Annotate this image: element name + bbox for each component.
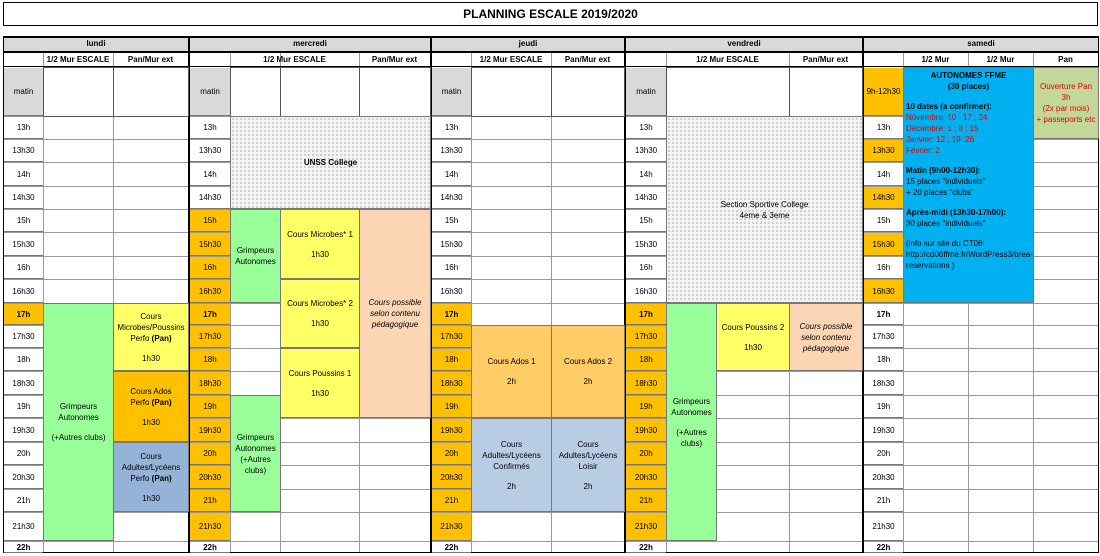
block-text: Perfo <box>130 473 150 483</box>
time-cell: 18h30 <box>626 372 666 395</box>
block-text: Cours Ados 1 <box>487 357 536 366</box>
morning-empty-cell <box>280 67 360 117</box>
block-text: Cours possible <box>368 298 422 307</box>
day-header-samedi: samedi <box>863 37 1099 52</box>
block-line <box>140 311 161 322</box>
block-text: (+Autres <box>676 427 707 437</box>
block-line <box>482 450 540 461</box>
time-cell: 20h <box>626 443 666 465</box>
block-text: 1h30 <box>311 319 329 328</box>
time-cell: 22h <box>432 542 471 553</box>
ffme-line: (30 places) <box>947 82 990 91</box>
time-cell: 21h <box>432 490 471 512</box>
block-text: 2h <box>583 481 593 491</box>
time-cell: 22h <box>626 542 666 553</box>
time-cell: 21h30 <box>190 513 230 541</box>
block-line <box>311 388 329 399</box>
block-line <box>58 412 98 423</box>
time-cell: 17h <box>864 304 903 325</box>
ffme-line: reservations ) <box>906 261 955 270</box>
block-jeudi-ados-1 <box>471 325 552 418</box>
time-cell: 14h30 <box>864 187 903 209</box>
block-jeudi-adultes-confirmes <box>471 418 552 512</box>
block-mercredi-poussins-1 <box>280 348 360 418</box>
time-cell: 19h30 <box>432 419 471 442</box>
time-cell: 19h <box>4 396 43 418</box>
time-cell: 21h30 <box>626 513 666 541</box>
block-samedi-pan <box>1033 67 1099 139</box>
time-cell: 18h30 <box>190 372 230 395</box>
time-cell: matin <box>432 68 471 116</box>
block-text: pédagogique <box>371 320 419 329</box>
block-text: + passeports etc <box>1036 115 1096 124</box>
ffme-line: 30 places "individuels" <box>906 219 986 228</box>
block-line <box>370 308 420 319</box>
day-header-lundi: lundi <box>3 37 189 52</box>
block-line <box>801 332 851 343</box>
block-text: Cours Ados 2 <box>563 357 613 366</box>
time-cell: 14h30 <box>626 187 666 209</box>
block-text: Grimpeurs <box>236 432 275 442</box>
time-cell: 19h30 <box>190 419 230 442</box>
block-line <box>559 450 617 461</box>
time-cell: 14h <box>626 163 666 186</box>
time-cell: 13h <box>4 117 43 139</box>
block-line <box>722 322 785 333</box>
time-cell: 21h30 <box>432 513 471 541</box>
block-mercredi-grimpeurs-2 <box>230 395 281 512</box>
time-cell: 18h30 <box>4 372 43 395</box>
block-text: (Pan) <box>151 333 172 343</box>
time-cell: 17h30 <box>4 326 43 348</box>
block-line <box>803 343 849 354</box>
block-line <box>142 493 160 504</box>
subheader-mercredi-pan_mur_ext: Pan/Mur ext <box>371 55 418 64</box>
block-line <box>240 454 270 465</box>
time-cell: 13h30 <box>432 140 471 162</box>
time-cell: 18h <box>864 349 903 371</box>
morning-empty-cell <box>113 67 189 117</box>
time-cell: matin <box>4 68 43 116</box>
block-text: Autonomes <box>235 443 276 453</box>
block-text: Adultes/Lycéens <box>482 450 541 460</box>
block-line <box>564 356 612 367</box>
block-line <box>671 407 711 418</box>
block-text: (Pan) <box>151 473 172 483</box>
block-text: (2x par mois) <box>1042 104 1090 113</box>
subheader-samedi-pan: Pan <box>1058 55 1073 64</box>
time-cell: 14h <box>190 163 230 186</box>
block-text: UNSS College <box>303 158 358 167</box>
time-cell: 20h30 <box>4 466 43 489</box>
time-cell: 16h <box>190 257 230 279</box>
block-line <box>130 473 171 484</box>
morning-empty-cell <box>551 67 625 117</box>
time-cell: 9h-12h30 <box>864 68 903 116</box>
block-text: Autonomes <box>671 407 712 417</box>
time-cell: 15h <box>864 210 903 232</box>
block-line <box>235 443 275 454</box>
time-cell: 20h <box>4 443 43 465</box>
block-line <box>1040 81 1092 92</box>
time-cell: 17h30 <box>626 326 666 348</box>
block-text: 2h <box>583 377 593 386</box>
time-cell: 16h <box>432 257 471 279</box>
time-cell: 21h <box>626 490 666 512</box>
time-cell: 22h <box>4 542 43 553</box>
time-cell: 19h <box>864 396 903 418</box>
time-cell: 18h <box>190 349 230 371</box>
block-line <box>130 386 171 397</box>
time-cell: 18h <box>626 349 666 371</box>
block-line <box>311 249 329 260</box>
ffme-line: Février: 2 <box>906 146 940 155</box>
block-line <box>673 396 710 407</box>
block-line <box>1043 103 1090 114</box>
block-text: pédagogique <box>802 343 850 353</box>
block-line <box>507 481 516 492</box>
block-vendredi-possible <box>789 303 863 371</box>
time-cell: 21h <box>864 490 903 512</box>
block-text: (+Autres <box>240 454 271 464</box>
block-vendredi-grimpeurs <box>666 303 717 541</box>
time-cell: 13h30 <box>864 140 903 162</box>
time-cell: 17h <box>432 304 471 325</box>
time-cell: 16h30 <box>626 280 666 303</box>
time-cell: 13h30 <box>190 140 230 162</box>
time-cell: 15h <box>4 210 43 232</box>
time-cell: 19h30 <box>4 419 43 442</box>
block-line <box>142 417 160 428</box>
ffme-line: Décembre: 1 ; 8 ; 15 <box>906 124 979 133</box>
block-text: selon contenu <box>370 309 420 318</box>
block-text: Confirmés <box>493 461 530 471</box>
subheader-vendredi-pan_mur_ext: Pan/Mur ext <box>802 55 849 64</box>
time-cell: 20h30 <box>864 466 903 489</box>
block-text: (Pan) <box>151 397 172 407</box>
time-cell: 21h30 <box>864 513 903 541</box>
block-text: (+Autres clubs) <box>51 433 106 442</box>
ffme-line: 15 places "individuels" <box>906 177 986 186</box>
time-cell: 17h30 <box>190 326 230 348</box>
block-line <box>577 439 598 450</box>
block-line <box>800 321 853 332</box>
block-line <box>287 229 353 240</box>
block-line <box>369 297 422 308</box>
block-line <box>676 427 706 438</box>
block-text: Cours <box>577 439 599 449</box>
time-cell: 22h <box>864 542 903 553</box>
time-cell: 19h <box>626 396 666 418</box>
subheader-samedi-half_wall: 1/2 Mur <box>986 55 1015 64</box>
morning-empty-cell <box>471 67 552 117</box>
time-cell: 17h30 <box>432 326 471 348</box>
morning-empty-cell <box>666 67 790 117</box>
page-title: PLANNING ESCALE 2019/2020 <box>3 2 1098 26</box>
block-text: 1h30 <box>142 493 160 503</box>
block-line <box>237 245 274 256</box>
ffme-line: AUTONOMES FFME <box>930 71 1007 80</box>
block-text: 3h <box>1061 93 1071 102</box>
block-line <box>51 432 105 443</box>
time-cell: 15h30 <box>626 233 666 256</box>
grid-bottom-line <box>3 552 1098 553</box>
time-cell: 19h <box>432 396 471 418</box>
time-cell: 21h <box>4 490 43 512</box>
ffme-line: (info sur site du CT06: <box>906 239 985 248</box>
day-header-mercredi: mercredi <box>189 37 431 52</box>
block-text: 1h30 <box>311 249 329 259</box>
block-line <box>507 376 516 387</box>
ffme-line: + 20 places "clubs" <box>906 188 974 197</box>
block-line <box>584 376 593 387</box>
block-text: selon contenu <box>801 332 851 342</box>
block-mercredi-microbes-1 <box>280 209 360 279</box>
time-cell: 19h <box>190 396 230 418</box>
block-mercredi-microbes-2 <box>280 279 360 348</box>
block-text: Autonomes <box>235 257 276 266</box>
time-cell: 20h <box>190 443 230 465</box>
block-lundi-microbes <box>113 303 189 371</box>
time-cell: 14h30 <box>190 187 230 209</box>
time-cell: 16h <box>864 257 903 279</box>
block-line <box>501 439 522 450</box>
block-text: Cours Poussins 2 <box>721 322 785 332</box>
time-cell: 14h <box>4 163 43 186</box>
block-line <box>740 210 790 221</box>
time-cell: 13h <box>864 117 903 139</box>
time-cell: 16h30 <box>190 280 230 303</box>
block-text: Grimpeurs <box>236 246 275 255</box>
time-cell: 16h <box>626 257 666 279</box>
time-cell: 13h <box>626 117 666 139</box>
subheader-jeudi-pan_mur_ext: Pan/Mur ext <box>564 55 611 64</box>
time-cell: 17h <box>190 304 230 325</box>
time-cell: 18h30 <box>864 372 903 395</box>
block-line <box>487 356 535 367</box>
block-line <box>744 342 762 353</box>
block-text: Cours Microbes* 2 <box>287 299 353 308</box>
time-cell: 16h30 <box>432 280 471 303</box>
block-text: clubs) <box>680 438 703 448</box>
time-cell: 21h30 <box>4 513 43 541</box>
block-text: Grimpeurs <box>672 396 711 406</box>
block-text: Adultes/Lycéens <box>558 450 618 460</box>
block-samedi-ffme <box>903 67 1034 303</box>
block-text: Adultes/Lycéens <box>121 462 181 472</box>
block-text: 2h <box>507 481 516 491</box>
block-line <box>681 438 702 449</box>
time-cell: 18h <box>432 349 471 371</box>
block-vendredi-section <box>666 116 863 303</box>
subheader-samedi-half_wall: 1/2 Mur <box>921 55 950 64</box>
time-cell: 15h30 <box>432 233 471 256</box>
time-cell: 15h <box>190 210 230 232</box>
time-cell: 20h30 <box>432 466 471 489</box>
block-text: 2h <box>507 377 516 386</box>
block-line <box>311 318 329 329</box>
morning-empty-cell <box>230 67 281 117</box>
block-line <box>237 432 274 443</box>
block-text: Cours possible <box>799 321 853 331</box>
time-cell: 15h30 <box>4 233 43 256</box>
subheader-jeudi-half_wall_escale: 1/2 Mur ESCALE <box>479 55 543 64</box>
time-cell: 14h <box>432 163 471 186</box>
subheader-lundi-half_wall_escale: 1/2 Mur ESCALE <box>46 55 110 64</box>
block-line <box>245 465 266 476</box>
block-line <box>1062 92 1071 103</box>
time-cell: 16h30 <box>864 280 903 303</box>
block-line <box>140 451 161 462</box>
block-text: Cours Poussins 1 <box>288 368 352 378</box>
block-text: Perfo <box>130 397 150 407</box>
block-mercredi-possible <box>359 209 431 418</box>
subheader-mercredi-half_wall_escale: 1/2 Mur ESCALE <box>263 55 326 64</box>
block-line <box>493 461 529 472</box>
ffme-line: Après-midi (13h30-17h00): <box>906 208 1007 217</box>
block-line <box>287 298 353 309</box>
time-cell: 14h <box>864 163 903 186</box>
time-cell: 17h <box>626 304 666 325</box>
block-lundi-ados <box>113 371 189 442</box>
block-line <box>289 368 352 379</box>
morning-empty-cell <box>789 67 863 117</box>
block-text: 1h30 <box>311 388 329 398</box>
day-header-vendredi: vendredi <box>625 37 863 52</box>
day-header-jeudi: jeudi <box>431 37 625 52</box>
block-text: 4eme & 3eme <box>739 210 790 220</box>
morning-empty-cell <box>359 67 431 117</box>
block-line <box>60 401 97 412</box>
time-cell: 22h <box>190 542 230 553</box>
subheader-vendredi-half_wall_escale: 1/2 Mur ESCALE <box>696 55 759 64</box>
block-line <box>584 481 593 492</box>
block-text: Cours Ados <box>130 386 172 396</box>
ffme-line: Janvier: 12 ; 19 ;26 <box>906 135 975 144</box>
ffme-line: 10 dates (a confirmer): <box>906 102 992 111</box>
time-cell: 14h30 <box>4 187 43 209</box>
block-line <box>122 462 180 473</box>
morning-empty-cell <box>43 67 114 117</box>
time-cell: 17h <box>4 304 43 325</box>
subheader-lundi-pan_mur_ext: Pan/Mur ext <box>127 55 174 64</box>
time-cell: 14h30 <box>432 187 471 209</box>
block-text: Grimpeurs <box>59 402 98 411</box>
block-text: clubs) <box>244 465 267 475</box>
time-cell: 15h <box>432 210 471 232</box>
block-lundi-adultes <box>113 442 189 512</box>
block-text: Microbes/Poussins <box>117 322 185 332</box>
block-jeudi-ados-2 <box>551 325 625 418</box>
time-cell: 15h <box>626 210 666 232</box>
block-text: Cours Microbes* 1 <box>287 229 353 239</box>
block-mercredi-unss <box>230 116 431 209</box>
time-cell: 13h30 <box>626 140 666 162</box>
time-cell: 21h <box>190 490 230 512</box>
time-cell: 17h30 <box>864 326 903 348</box>
ffme-line: Matin (9h00-12h30): <box>906 166 981 175</box>
time-cell: 13h <box>190 117 230 139</box>
block-line <box>304 157 357 168</box>
time-cell: 15h30 <box>190 233 230 256</box>
time-cell: 20h <box>864 443 903 465</box>
time-cell: 20h <box>432 443 471 465</box>
block-text: Loisir <box>578 461 598 471</box>
block-lundi-grimpeurs <box>43 303 114 541</box>
block-line <box>130 333 171 344</box>
block-text: Section Sportive College <box>720 199 809 209</box>
block-text: Perfo <box>130 333 150 343</box>
block-line <box>721 199 809 210</box>
time-cell: 13h <box>432 117 471 139</box>
time-cell: 18h <box>4 349 43 371</box>
block-text: Autonomes <box>58 413 99 422</box>
block-line <box>235 256 275 267</box>
block-text: 1h30 <box>142 417 160 427</box>
block-text: 1h30 <box>744 342 762 352</box>
block-text: 1h30 <box>142 353 160 363</box>
block-line <box>1037 114 1096 125</box>
ffme-line: Novembre: 10 ; 17 ; 24 <box>906 113 988 122</box>
block-line <box>142 353 160 364</box>
time-cell: 19h30 <box>864 419 903 442</box>
ffme-line: http://cd06ffme.fr/WordPress3/brea- <box>906 250 1033 259</box>
time-cell: 20h30 <box>190 466 230 489</box>
time-cell: 13h30 <box>4 140 43 162</box>
block-line <box>117 322 184 333</box>
time-cell: matin <box>626 68 666 116</box>
time-cell: 20h30 <box>626 466 666 489</box>
block-text: Cours <box>140 311 162 321</box>
block-line <box>578 461 597 472</box>
subheader-line <box>3 52 1098 53</box>
block-line <box>372 319 418 330</box>
block-vendredi-poussins-2 <box>716 303 790 371</box>
time-cell: matin <box>190 68 230 116</box>
block-text: Cours <box>500 439 523 449</box>
time-cell: 19h30 <box>626 419 666 442</box>
block-line <box>130 397 171 408</box>
time-cell: 15h30 <box>864 233 903 256</box>
time-cell: 18h30 <box>432 372 471 395</box>
block-jeudi-adultes-loisir <box>551 418 625 512</box>
time-cell: 16h30 <box>4 280 43 303</box>
block-mercredi-grimpeurs-1 <box>230 209 281 303</box>
block-text: Ouverture Pan <box>1039 82 1093 91</box>
time-cell: 16h <box>4 257 43 279</box>
block-text: Cours <box>140 451 162 461</box>
